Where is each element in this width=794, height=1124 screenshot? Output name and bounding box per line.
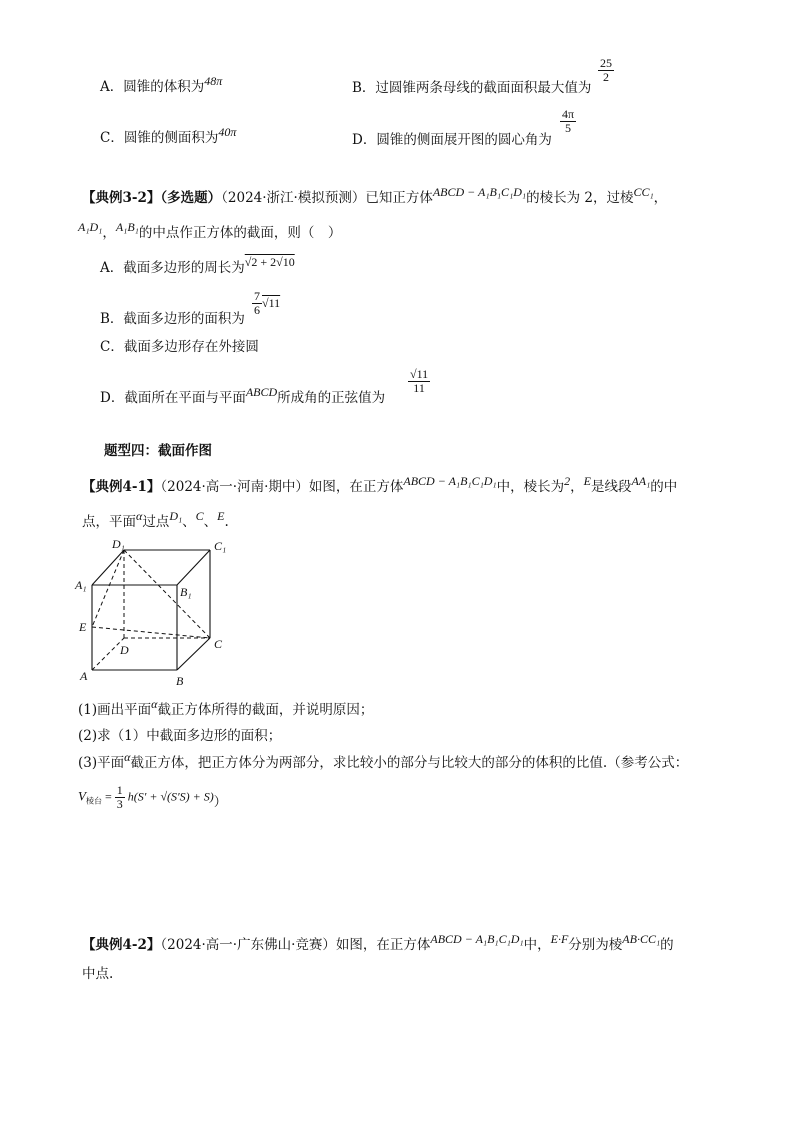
alpha-math: α [151, 697, 158, 711]
formula-close-paren: ） [213, 794, 227, 810]
q31-option-b-fraction [598, 57, 614, 84]
formula-subscript: 棱台 [85, 796, 102, 806]
text: ， [102, 225, 116, 241]
text: . [224, 514, 229, 530]
label-d1: D₁ [112, 538, 125, 551]
formula-equals: = [104, 789, 112, 804]
sqrt-term: √11 [262, 296, 281, 310]
option-c-label: C．截面多边形存在外接圆 [100, 339, 259, 355]
label-d: D [120, 643, 129, 657]
option-c-math: 40π [218, 125, 237, 139]
ex42-line1 [82, 932, 674, 955]
option-a-math: 48π [204, 74, 223, 88]
text: 是线段 [590, 479, 632, 495]
label-c: C [214, 637, 223, 651]
line-d1-e [92, 550, 124, 627]
option-b-label: B．截面多边形的面积为 [100, 311, 245, 327]
text: 分别为棱 [568, 937, 623, 953]
fraction-denominator: 3 [116, 797, 123, 811]
cube-name: ABCD − A₁B₁C₁D₁ [403, 474, 497, 488]
ex32-option-d-fraction [408, 368, 430, 395]
edge-a1-d1 [92, 550, 124, 585]
question-source: （2024·高一·广东佛山·竞赛）如图，在正方体 [160, 937, 431, 953]
formula-v: V [78, 788, 86, 804]
text: ， [653, 190, 668, 206]
fraction-numerator: 4π [562, 107, 575, 121]
ex41-formula [78, 784, 227, 811]
q31-option-a [100, 74, 223, 97]
ex32-option-c [100, 337, 259, 357]
question-type: （多选题） [160, 190, 222, 206]
text: 的中点作正方体的截面，则（ ） [138, 225, 342, 241]
option-a-math: √2 + 2√10 [244, 255, 295, 269]
fraction-denominator: 11 [413, 381, 425, 395]
example-tag: 【典例4-2】 [82, 937, 161, 953]
text: 过点 [142, 514, 170, 530]
ex41-q2 [78, 726, 281, 746]
text: (1)画出平面 [78, 702, 152, 718]
label-e: E [79, 620, 87, 634]
segment-math: AA₁ [631, 474, 651, 488]
edge-b-c [177, 638, 210, 670]
q31-option-b [352, 78, 591, 98]
ex42-line2: 中点. [82, 966, 114, 982]
edge-math: A₁D₁ [78, 220, 103, 234]
ex32-option-d [100, 385, 386, 408]
label-b1: B₁ [180, 585, 192, 599]
ex32-option-b-math [252, 290, 280, 317]
text: 截正方体所得的截面，并说明原因； [157, 702, 374, 718]
text: 所成角的正弦值为 [277, 390, 386, 406]
text: 点，平面 [82, 514, 136, 530]
fraction-numerator: 7 [254, 289, 260, 303]
label-b: B [176, 674, 184, 688]
label-a1: A₁ [75, 578, 87, 592]
option-d-label: D．截面所在平面与平面 [100, 390, 246, 406]
cube-figure [72, 538, 242, 690]
example-tag: 【典例3-2】 [82, 190, 161, 206]
ex32-line1 [82, 185, 668, 208]
q31-option-d [352, 130, 552, 150]
text: 、 [203, 514, 218, 530]
edge-math: CC₁ [633, 185, 654, 199]
point-math: D₁ [169, 509, 183, 523]
plane-name: ABCD [245, 385, 278, 399]
option-a-label: A．圆锥的体积为 [100, 79, 205, 95]
fraction-denominator: 2 [603, 70, 609, 84]
fraction-denominator: 6 [254, 303, 260, 317]
points-math: E·F [550, 932, 569, 946]
point-math: E [217, 509, 225, 523]
text: 的中 [650, 479, 678, 495]
section-title: 题型四：截面作图 [104, 443, 212, 459]
example-tag: 【典例4-1】 [82, 479, 161, 495]
text: ， [570, 479, 584, 495]
edge-b1-c1 [177, 550, 210, 585]
ex32-option-a [100, 255, 295, 278]
ex41-q3 [78, 750, 689, 773]
point-math: C [195, 509, 204, 523]
text: 中，棱长为 [496, 479, 565, 495]
ex41-line2 [82, 509, 229, 532]
formula-body: h(S′ + √(S′S) + S) [127, 789, 214, 804]
alpha-math: α [124, 750, 131, 764]
fraction-numerator: 1 [116, 783, 123, 797]
ex32-option-b [100, 309, 245, 329]
text: 的棱长为 2，过棱 [526, 190, 634, 206]
text: 中， [523, 937, 551, 953]
ex41-line1 [82, 474, 678, 497]
option-d-label: D．圆锥的侧面展开图的圆心角为 [352, 132, 552, 148]
alpha-math: α [136, 509, 143, 523]
text: 、 [182, 514, 196, 530]
fraction-denominator: 5 [565, 121, 572, 135]
option-c-label: C．圆锥的侧面积为 [100, 130, 219, 146]
edge-math: A₁B₁ [115, 220, 139, 234]
question-source: （2024·高一·河南·期中）如图，在正方体 [160, 479, 404, 495]
fraction-numerator: 25 [600, 56, 612, 70]
length-math: 2 [564, 474, 571, 488]
text: (3)平面 [78, 755, 125, 771]
edges-math: AB·CC₁ [622, 932, 661, 946]
label-c1: C₁ [214, 539, 227, 553]
label-a: A [80, 669, 88, 683]
q31-option-d-fraction [560, 108, 576, 135]
text: (2)求（1）中截面多边形的面积； [78, 728, 282, 744]
text: 截正方体，把正方体分为两部分，求比较小的部分与比较大的部分的体积的比值.（参考公式： [130, 755, 689, 771]
point-math: E [583, 474, 591, 488]
line-e-c [92, 627, 210, 638]
cube-name: ABCD − A₁B₁C₁D₁ [430, 932, 524, 946]
ex41-q1 [78, 697, 374, 720]
option-a-label: A．截面多边形的周长为 [100, 260, 245, 276]
fraction-numerator: √11 [410, 367, 429, 381]
ex32-line2 [78, 220, 342, 243]
text: 的 [660, 937, 674, 953]
option-b-label: B．过圆锥两条母线的截面面积最大值为 [352, 80, 592, 96]
cube-name: ABCD − A₁B₁C₁D₁ [432, 185, 527, 199]
question-source: （2024·浙江·模拟预测）已知正方体 [221, 190, 433, 206]
q31-option-c [100, 125, 237, 148]
